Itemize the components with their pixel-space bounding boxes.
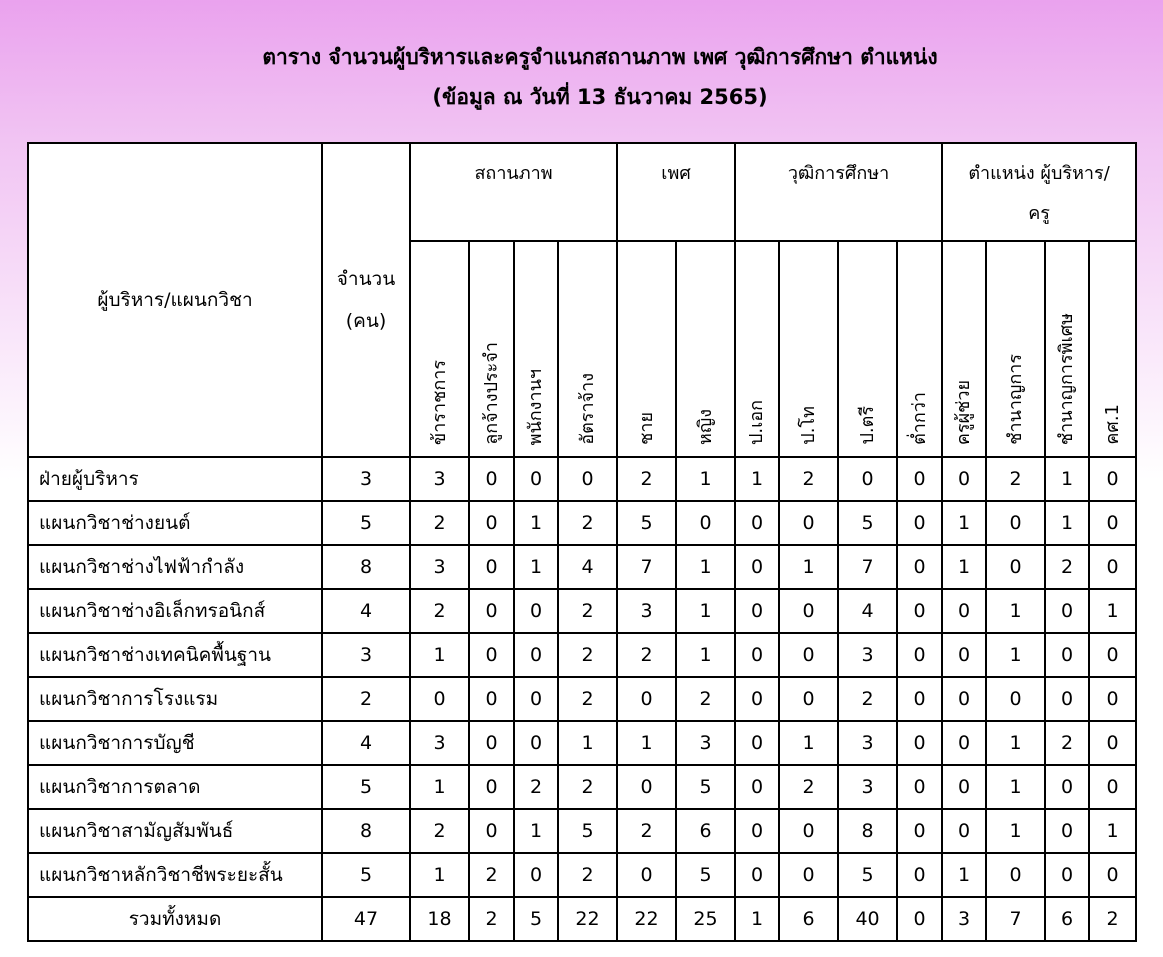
table-cell: 0 xyxy=(897,765,942,809)
table-cell: 0 xyxy=(558,457,617,501)
table-cell: 0 xyxy=(469,589,514,633)
table-cell: 3 xyxy=(410,457,469,501)
table-cell: 6 xyxy=(1045,897,1089,941)
subheader-label: ป.ตรี xyxy=(856,406,878,445)
table-cell: 1 xyxy=(514,545,558,589)
subheader-cell xyxy=(469,241,514,457)
table-cell: 5 xyxy=(558,809,617,853)
table-cell: 0 xyxy=(735,853,779,897)
table-cell: 2 xyxy=(410,809,469,853)
total-label: รวมทั้งหมด xyxy=(28,897,322,941)
table-cell: 0 xyxy=(1045,809,1089,853)
subheader-label: ชำนาญการพิเศษ xyxy=(1056,312,1078,445)
subheader-cell xyxy=(735,241,779,457)
row-name: แผนกวิชาการโรงแรม xyxy=(28,677,322,721)
subheader-label: อัตราจ้าง xyxy=(576,373,598,445)
table-cell: 0 xyxy=(1045,633,1089,677)
table-cell: 0 xyxy=(617,765,676,809)
table-cell: 0 xyxy=(897,721,942,765)
total-row xyxy=(28,897,1136,941)
subheader-label: ชาย xyxy=(635,412,657,445)
subheader-label: ลูกจ้างประจำ xyxy=(480,342,502,445)
table-row xyxy=(28,589,1136,633)
subheader-label: ต่ำกว่า xyxy=(908,392,930,445)
table-cell: 1 xyxy=(1045,457,1089,501)
table-cell: 6 xyxy=(779,897,838,941)
table-cell: 1 xyxy=(986,589,1045,633)
row-name: แผนกวิชาช่างอิเล็กทรอนิกส์ xyxy=(28,589,322,633)
table-cell: 0 xyxy=(469,633,514,677)
table-cell: 3 xyxy=(838,765,897,809)
table-cell: 1 xyxy=(1045,501,1089,545)
table-cell: 0 xyxy=(779,633,838,677)
table-cell: 0 xyxy=(1045,677,1089,721)
table-cell: 2 xyxy=(1089,897,1136,941)
header-group-status: สถานภาพ xyxy=(410,143,617,241)
table-cell: 1 xyxy=(986,721,1045,765)
table-cell: 1 xyxy=(676,545,735,589)
table-title: ตาราง จำนวนผู้บริหารและครูจำแนกสถานภาพ เพศ วุฒิการศึกษา ตำแหน่ง xyxy=(262,45,938,69)
table-cell: 18 xyxy=(410,897,469,941)
subheader-cell xyxy=(676,241,735,457)
header-group-education: วุฒิการศึกษา xyxy=(735,143,942,241)
table-cell: 2 xyxy=(617,457,676,501)
table-cell: 5 xyxy=(676,765,735,809)
table-cell: 5 xyxy=(838,853,897,897)
table-cell: 5 xyxy=(838,501,897,545)
table-cell: 2 xyxy=(558,765,617,809)
table-cell: 0 xyxy=(1089,633,1136,677)
table-cell: 1 xyxy=(779,545,838,589)
table-cell: 5 xyxy=(676,853,735,897)
header-group-position-line2: ครู xyxy=(1028,203,1050,224)
table-cell: 3 xyxy=(942,897,986,941)
subheader-label: ป.โท xyxy=(797,406,819,445)
row-name: แผนกวิชาช่างไฟฟ้ากำลัง xyxy=(28,545,322,589)
table-cell: 0 xyxy=(410,677,469,721)
subheader-label: ชำนาญการ xyxy=(1004,354,1026,445)
table-cell: 1 xyxy=(942,501,986,545)
table-cell: 0 xyxy=(897,457,942,501)
table-cell: 5 xyxy=(617,501,676,545)
table-cell: 2 xyxy=(558,677,617,721)
table-cell: 0 xyxy=(1089,457,1136,501)
table-cell: 40 xyxy=(838,897,897,941)
subheader-cell xyxy=(410,241,469,457)
table-row xyxy=(28,721,1136,765)
table-cell: 0 xyxy=(942,809,986,853)
table-cell: 8 xyxy=(838,809,897,853)
table-cell: 0 xyxy=(1089,501,1136,545)
table-cell: 0 xyxy=(779,589,838,633)
table-cell: 0 xyxy=(942,457,986,501)
table-cell: 0 xyxy=(1089,765,1136,809)
table-row xyxy=(28,765,1136,809)
staff-statistics-table xyxy=(27,142,1137,942)
table-cell: 3 xyxy=(322,457,410,501)
table-cell: 1 xyxy=(735,897,779,941)
table-cell: 0 xyxy=(617,853,676,897)
table-row xyxy=(28,809,1136,853)
table-cell: 1 xyxy=(514,501,558,545)
subheader-label: ครูผู้ช่วย xyxy=(953,379,975,445)
table-cell: 0 xyxy=(469,765,514,809)
table-cell: 2 xyxy=(558,501,617,545)
table-cell: 0 xyxy=(897,897,942,941)
row-name: แผนกวิชาสามัญสัมพันธ์ xyxy=(28,809,322,853)
table-cell: 5 xyxy=(322,501,410,545)
table-cell: 2 xyxy=(558,589,617,633)
table-cell: 4 xyxy=(558,545,617,589)
table-cell: 1 xyxy=(986,765,1045,809)
header-count xyxy=(322,143,410,457)
subheader-cell xyxy=(558,241,617,457)
table-cell: 1 xyxy=(410,633,469,677)
table-row xyxy=(28,853,1136,897)
row-name: ฝ่ายผู้บริหาร xyxy=(28,457,322,501)
table-cell: 0 xyxy=(735,545,779,589)
table-row xyxy=(28,457,1136,501)
data-date-subtitle: (ข้อมูล ณ วันที่ 13 ธันวาคม 2565) xyxy=(432,85,768,109)
table-cell: 1 xyxy=(676,457,735,501)
table-cell: 0 xyxy=(735,589,779,633)
table-cell: 1 xyxy=(676,633,735,677)
table-cell: 6 xyxy=(676,809,735,853)
table-body xyxy=(28,457,1136,941)
subheader-label: คศ.1 xyxy=(1101,404,1123,445)
table-cell: 0 xyxy=(469,545,514,589)
table-cell: 2 xyxy=(779,765,838,809)
table-cell: 0 xyxy=(942,589,986,633)
table-cell: 0 xyxy=(469,721,514,765)
table-cell: 1 xyxy=(986,633,1045,677)
table-cell: 1 xyxy=(676,589,735,633)
subheader-cell xyxy=(838,241,897,457)
table-cell: 0 xyxy=(735,633,779,677)
table-cell: 2 xyxy=(469,853,514,897)
table-cell: 0 xyxy=(514,457,558,501)
table-cell: 0 xyxy=(986,545,1045,589)
row-name: แผนกวิชาหลักวิชาชีพระยะสั้น xyxy=(28,853,322,897)
table-cell: 0 xyxy=(735,677,779,721)
table-cell: 1 xyxy=(1089,589,1136,633)
table-cell: 2 xyxy=(838,677,897,721)
table-cell: 0 xyxy=(942,721,986,765)
table-cell: 0 xyxy=(514,589,558,633)
table-cell: 1 xyxy=(558,721,617,765)
header-group-gender: เพศ xyxy=(617,143,735,241)
table-cell: 47 xyxy=(322,897,410,941)
table-cell: 3 xyxy=(838,721,897,765)
table-cell: 4 xyxy=(322,721,410,765)
table-cell: 0 xyxy=(514,721,558,765)
header-count-line2: (คน) xyxy=(345,310,387,332)
table-cell: 0 xyxy=(897,853,942,897)
table-cell: 0 xyxy=(514,853,558,897)
table-cell: 0 xyxy=(469,501,514,545)
table-cell: 3 xyxy=(617,589,676,633)
table-cell: 0 xyxy=(1045,765,1089,809)
table-cell: 7 xyxy=(617,545,676,589)
table-cell: 0 xyxy=(1089,721,1136,765)
table-cell: 1 xyxy=(617,721,676,765)
table-cell: 5 xyxy=(322,765,410,809)
table-cell: 1 xyxy=(986,809,1045,853)
row-name: แผนกวิชาการตลาด xyxy=(28,765,322,809)
header-group-position xyxy=(942,143,1136,241)
subheader-cell xyxy=(514,241,558,457)
subheader-cell xyxy=(897,241,942,457)
table-cell: 5 xyxy=(514,897,558,941)
row-name: แผนกวิชาช่างยนต์ xyxy=(28,501,322,545)
table-cell: 25 xyxy=(676,897,735,941)
table-cell: 2 xyxy=(1045,545,1089,589)
table-cell: 0 xyxy=(779,853,838,897)
table-cell: 0 xyxy=(514,633,558,677)
subheader-label: หญิง xyxy=(694,409,716,445)
subheader-label: ข้าราชการ xyxy=(428,359,450,445)
table-cell: 0 xyxy=(676,501,735,545)
subheader-cell xyxy=(779,241,838,457)
table-row xyxy=(28,545,1136,589)
subheader-cell xyxy=(1089,241,1136,457)
table-cell: 0 xyxy=(897,677,942,721)
table-cell: 2 xyxy=(558,633,617,677)
table-cell: 2 xyxy=(779,457,838,501)
table-cell: 1 xyxy=(410,765,469,809)
table-cell: 0 xyxy=(1089,545,1136,589)
table-cell: 0 xyxy=(735,501,779,545)
table-cell: 4 xyxy=(838,589,897,633)
subheader-cell xyxy=(617,241,676,457)
table-cell: 0 xyxy=(897,501,942,545)
subheader-cell xyxy=(986,241,1045,457)
table-row xyxy=(28,501,1136,545)
table-cell: 7 xyxy=(986,897,1045,941)
table-cell: 0 xyxy=(735,765,779,809)
header-count-line1: จำนวน xyxy=(336,268,396,290)
table-cell: 2 xyxy=(676,677,735,721)
table-cell: 0 xyxy=(942,633,986,677)
table-cell: 1 xyxy=(942,853,986,897)
table-cell: 2 xyxy=(558,853,617,897)
table-cell: 2 xyxy=(1045,721,1089,765)
table-cell: 0 xyxy=(469,809,514,853)
table-cell: 2 xyxy=(322,677,410,721)
table-cell: 2 xyxy=(986,457,1045,501)
table-cell: 2 xyxy=(514,765,558,809)
table-cell: 0 xyxy=(514,677,558,721)
table-cell: 2 xyxy=(469,897,514,941)
table-cell: 0 xyxy=(735,809,779,853)
table-row xyxy=(28,633,1136,677)
table-cell: 0 xyxy=(942,765,986,809)
subheader-cell xyxy=(1045,241,1089,457)
table-cell: 0 xyxy=(1089,853,1136,897)
table-cell: 2 xyxy=(617,809,676,853)
table-cell: 7 xyxy=(838,545,897,589)
subheader-cell xyxy=(942,241,986,457)
table-cell: 22 xyxy=(558,897,617,941)
table-cell: 0 xyxy=(1045,853,1089,897)
table-cell: 0 xyxy=(986,853,1045,897)
table-cell: 8 xyxy=(322,545,410,589)
subheader-label: พนักงานฯ xyxy=(525,368,546,445)
table-cell: 0 xyxy=(838,457,897,501)
table-cell: 2 xyxy=(410,589,469,633)
row-name: แผนกวิชาการบัญชี xyxy=(28,721,322,765)
table-cell: 0 xyxy=(942,677,986,721)
table-cell: 3 xyxy=(838,633,897,677)
table-cell: 0 xyxy=(1089,677,1136,721)
table-cell: 1 xyxy=(410,853,469,897)
title-block xyxy=(0,40,1163,114)
table-cell: 5 xyxy=(322,853,410,897)
table-cell: 0 xyxy=(735,721,779,765)
table-cell: 2 xyxy=(617,633,676,677)
table-cell: 0 xyxy=(986,677,1045,721)
table-cell: 1 xyxy=(735,457,779,501)
table-cell: 0 xyxy=(897,809,942,853)
table-cell: 0 xyxy=(779,677,838,721)
table-row xyxy=(28,677,1136,721)
header-name: ผู้บริหาร/แผนกวิชา xyxy=(28,143,322,457)
table-cell: 2 xyxy=(410,501,469,545)
table-cell: 0 xyxy=(779,809,838,853)
table-cell: 3 xyxy=(410,721,469,765)
table-cell: 0 xyxy=(897,589,942,633)
table-cell: 0 xyxy=(469,677,514,721)
table-cell: 1 xyxy=(1089,809,1136,853)
table-cell: 0 xyxy=(897,633,942,677)
table-cell: 0 xyxy=(1045,589,1089,633)
table-cell: 1 xyxy=(514,809,558,853)
subheader-label: ป.เอก xyxy=(746,399,768,445)
table-cell: 1 xyxy=(779,721,838,765)
table-cell: 8 xyxy=(322,809,410,853)
table-cell: 3 xyxy=(322,633,410,677)
table-cell: 1 xyxy=(942,545,986,589)
table-cell: 3 xyxy=(676,721,735,765)
table-cell: 3 xyxy=(410,545,469,589)
table-cell: 0 xyxy=(617,677,676,721)
table-cell: 0 xyxy=(779,501,838,545)
table-cell: 22 xyxy=(617,897,676,941)
table-cell: 0 xyxy=(986,501,1045,545)
table-cell: 4 xyxy=(322,589,410,633)
header-group-position-line1: ตำแหน่ง ผู้บริหาร/ xyxy=(968,163,1110,184)
row-name: แผนกวิชาช่างเทคนิคพื้นฐาน xyxy=(28,633,322,677)
table-cell: 0 xyxy=(469,457,514,501)
table-cell: 0 xyxy=(897,545,942,589)
